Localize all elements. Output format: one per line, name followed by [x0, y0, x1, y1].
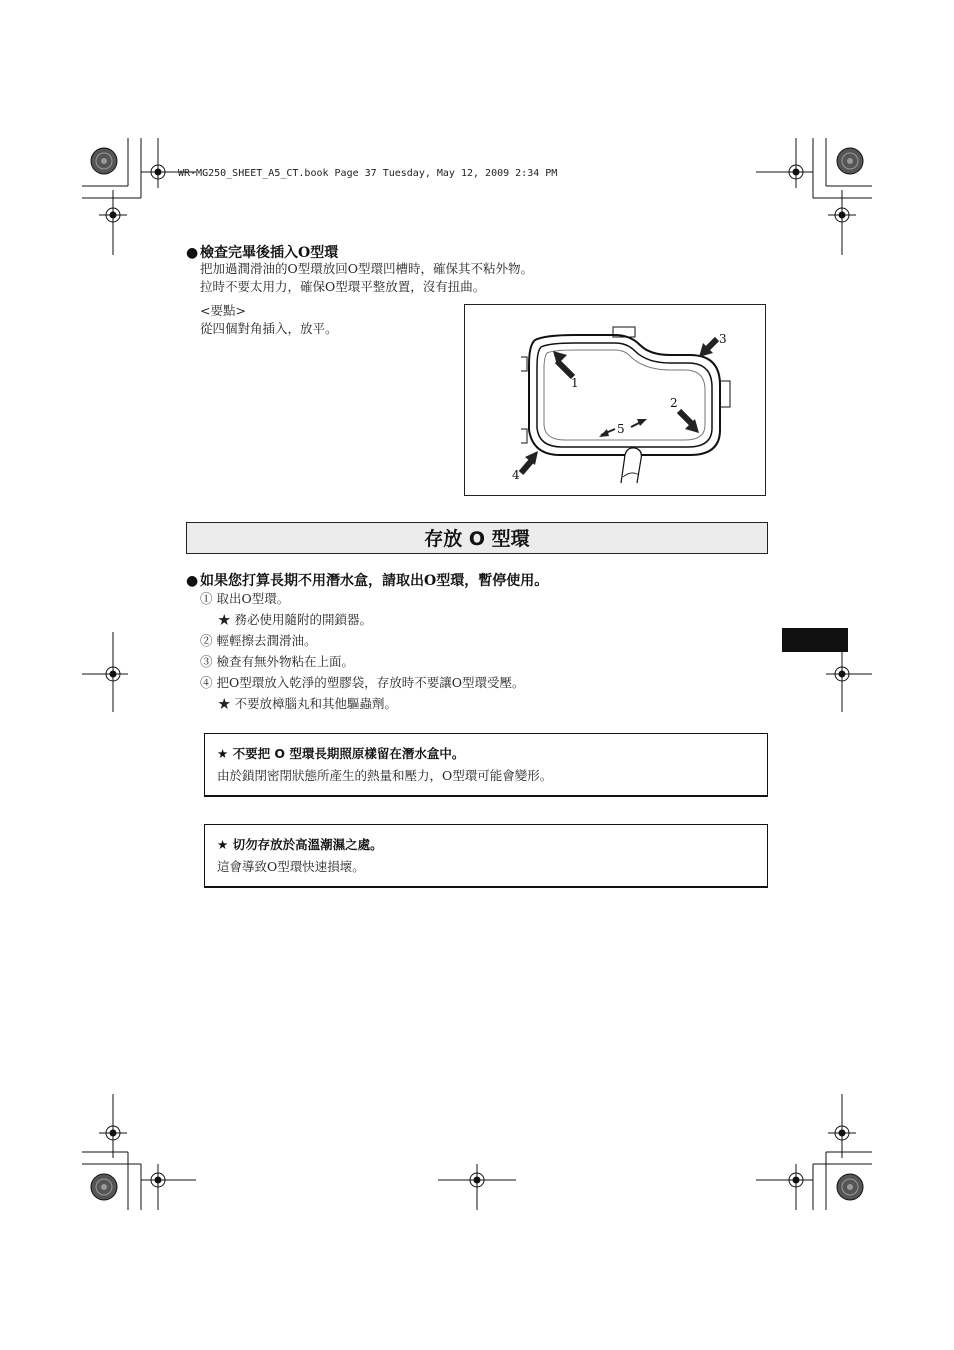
insert-heading	[186, 242, 338, 262]
star-icon: ★	[217, 837, 229, 852]
finger-icon	[621, 448, 641, 483]
storage-heading	[186, 570, 548, 590]
step-text: 輕輕擦去潤滑油。	[216, 633, 317, 648]
figure-label-4: 4	[512, 468, 520, 482]
storage-section-title-bar	[186, 522, 768, 554]
insert-line-1: 把加過潤滑油的O型環放回O型環凹槽時，確保其不粘外物。	[200, 261, 533, 276]
arrow-icon-4	[521, 451, 538, 473]
tip-text: 從四個對角插入，放平。	[200, 321, 338, 336]
storage-step	[200, 651, 354, 672]
insert-heading-text: 檢查完畢後插入O型環	[200, 245, 339, 261]
bullet-icon: ●	[186, 573, 199, 589]
star-icon: ★	[218, 696, 231, 711]
star-icon: ★	[217, 746, 229, 761]
storage-step	[200, 588, 289, 609]
storage-section-title: 存放 O 型環	[424, 528, 530, 550]
star-icon: ★	[218, 612, 231, 627]
crop-mark-bottom-right	[756, 1094, 872, 1210]
step-marker: ③	[200, 654, 213, 669]
arrow-icon-3	[699, 339, 717, 357]
step-marker: ④	[200, 675, 213, 690]
storage-heading-text: 如果您打算長期不用潛水盒，請取出O型環，暫停使用。	[200, 573, 549, 589]
figure-label-1: 1	[571, 376, 579, 390]
caution-title-text: 切勿存放於高溫潮濕之處。	[232, 837, 383, 852]
figure-label-2: 2	[670, 396, 678, 410]
caution-body: 由於鎖閉密閉狀態所產生的熱量和壓力，O型環可能會變形。	[217, 768, 553, 783]
caution-title-text: 不要把 O 型環長期照原樣留在潛水盒中。	[232, 746, 465, 761]
step-text: 取出O型環。	[216, 591, 290, 606]
caution-box-humidity	[204, 824, 768, 888]
case-tab-right	[720, 381, 730, 407]
storage-step	[200, 630, 317, 651]
step-text: 把O型環放入乾淨的塑膠袋，存放時不要讓O型環受壓。	[216, 675, 525, 690]
caution-title	[217, 835, 383, 853]
oring-insertion-figure	[464, 304, 766, 496]
step-marker: ①	[200, 591, 213, 606]
step-text: 檢查有無外物粘在上面。	[216, 654, 355, 669]
crop-mark-bottom-left	[82, 1094, 196, 1210]
tip-label: <要點>	[200, 303, 246, 318]
chapter-thumb-tab	[782, 628, 848, 652]
caution-box-storage-duration	[204, 733, 768, 797]
step-text: 務必使用隨附的開鎖器。	[234, 612, 373, 627]
arrow-icon-2	[679, 411, 699, 433]
crop-mark-top-left	[82, 138, 196, 255]
crop-mark-bottom-center	[438, 1164, 516, 1210]
figure-label-3: 3	[719, 332, 727, 346]
crop-mark-mid-right	[826, 652, 872, 712]
caution-body: 這會導致O型環快速損壞。	[217, 859, 365, 874]
step-marker: ②	[200, 633, 213, 648]
print-header-info: WR-MG250_SHEET_A5_CT.book Page 37 Tuesday, May 12, 2009 2:34 PM	[178, 168, 558, 179]
insert-line-2: 拉時不要太用力，確保O型環平整放置，沒有扭曲。	[200, 279, 486, 294]
figure-label-5: 5	[617, 422, 625, 436]
caution-title	[217, 744, 464, 762]
bullet-icon: ●	[186, 245, 199, 261]
oring-diagram	[465, 305, 765, 495]
storage-step-note	[218, 693, 397, 714]
arrow-icon-1	[553, 351, 573, 377]
crop-mark-top-right	[756, 138, 872, 255]
step-text: 不要放樟腦丸和其他驅蟲劑。	[234, 696, 398, 711]
crop-mark-mid-left	[82, 632, 128, 712]
storage-step	[200, 672, 525, 693]
storage-step-note	[218, 609, 372, 630]
